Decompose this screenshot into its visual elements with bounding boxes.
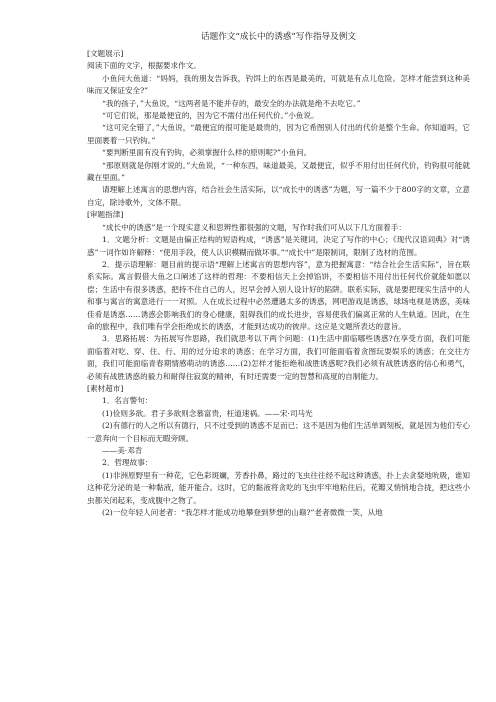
paragraph: 2．哲理故事： <box>102 458 153 468</box>
document-title: 话题作文“成长中的诱惑”写作指导及例文 <box>201 32 356 42</box>
section-heading: [文题展示] <box>87 49 124 58</box>
paragraph: “我的孩子，”大鱼说，“这两者是不能并存的，最安全的办法就是绝不去吃它。” <box>102 98 361 108</box>
paragraph: 请理解上述寓言的思想内容，结合社会生活实际，以“成长中的诱惑”为题，写一篇不少于800字的文章，立意自定，除诗歌外，文体不限。 <box>87 185 470 207</box>
paragraph: 1．文题分析：文题是由偏正结构的短语构成，“诱惑”是关键词，决定了写作的中心；《现代汉语词典》对“诱惑”一词作如许解释：“使用手段，使人认识模糊而做坏事。”“成长中”是限制词，限制了选材的范围。 <box>87 235 470 257</box>
paragraph: 小鱼问大鱼道：“妈妈，我的朋友告诉我，钓饵上的东西是最美的，可就是有点儿危险。怎样才能尝到这种美味而又保证安全?” <box>87 73 470 96</box>
section-heading: [素材超市] <box>87 383 124 393</box>
paragraph: “成长中的诱惑”是一个现实意义和思辨性都很强的文题，写作时我们可从以下几方面着手： <box>102 222 406 232</box>
paragraph: (2)有德行的人之所以有德行，只不过受到的诱惑不足而已；这不是因为他们生活单调刻板，就是因为他们专心一意奔向一个目标而无暇旁顾。 <box>87 421 470 443</box>
paragraph: “要判断里面有没有钓钩，必须掌握什么样的原则呢?”小鱼问。 <box>102 148 312 158</box>
paragraph: 2．提示语理解：题目前的提示语“理解上述寓言的思想内容”，意为把握寓意：“结合社会生活实际”，旨在联系实际。寓言假借大鱼之口阐述了这样的哲理：不要相信天上会掉馅饼，不要相信不用付出任何代价就能如愿以偿；生活中有很多诱惑，把持不住自己的人，迟早会掉入别人设计好的陷阱。联系实际，就是要把现实生活中的人和事与寓言的寓意进行一一对照。人在成长过程中必然遭遇太多的诱惑，网吧游戏是诱惑，球场电视是诱惑，美味佳肴是诱惑……诱惑会影响我们的身心健康，阻碍我们的成长进步，容易使我们偏离正常的人生轨道。因此，在生命的旅程中，我们唯有学会拒绝成长的诱惑，才能到达成功的彼岸。这应是文题所表达的意旨。 <box>87 259 470 331</box>
paragraph: “这可完全错了，”大鱼说，“最便宜的很可能是最贵的，因为它希图别人付出的代价是整个生命。你知道吗，它里面裹着一只钓钩。” <box>87 123 470 145</box>
paragraph: “那原则就是你刚才说的。”大鱼说，“一种东西，味道最美，又最便宜，似乎不用付出任何代价，钓钩很可能就藏在里面。” <box>87 160 470 183</box>
paragraph: 3．思路拓展：为拓展写作思路，我们就思考以下两个问题：(1)生活中面临哪些诱惑?在享受方面，我们可能面临着对吃、穿、住、行、用的过分追求的诱惑；在学习方面，我们可能面临着贪图玩耍娱乐的诱惑；在交往方面，我们可能面临青春期情感萌动的诱惑……(2)怎样才能拒绝和战胜诱惑呢?我们必须有战胜诱惑的信心和勇气，必须有战胜诱惑的毅力和耐得住寂寞的精神，有时还需要一定的智慧和高度的自制能力。 <box>87 334 470 381</box>
paragraph: (2)一位年轻人问老者：“我怎样才能成功地攀登到梦想的山巅?”老者微微一笑，从地 <box>102 508 383 518</box>
paragraph: “可它们说，那是最便宜的，因为它不需付出任何代价。”小鱼说。 <box>102 111 319 121</box>
paragraph: (1)非洲原野里有一种花，它色彩斑斓，芳香扑鼻，路过的飞虫往往经不起这种诱惑，扑上去贪婪地吮吸，谁知这种花分泌的是一种黏液，能开能合。这时，它的黏液将贪吃的飞虫牢牢地粘住后，花瓣又悄悄地合拢，把这些小虫都关闭起来，变成腹中之物了。 <box>87 470 470 505</box>
document-body <box>87 48 470 519</box>
paragraph: ——美·邓肯 <box>102 446 143 455</box>
paragraph: 阅读下面的文字，根据要求作文。 <box>87 61 201 71</box>
paragraph: (1)俭则多欲。君子多欲则念慕富贵，枉道速祸。——宋·司马光 <box>102 408 313 418</box>
paragraph: 1．名言警句： <box>102 396 153 406</box>
section-heading: [审题指津] <box>87 210 124 220</box>
